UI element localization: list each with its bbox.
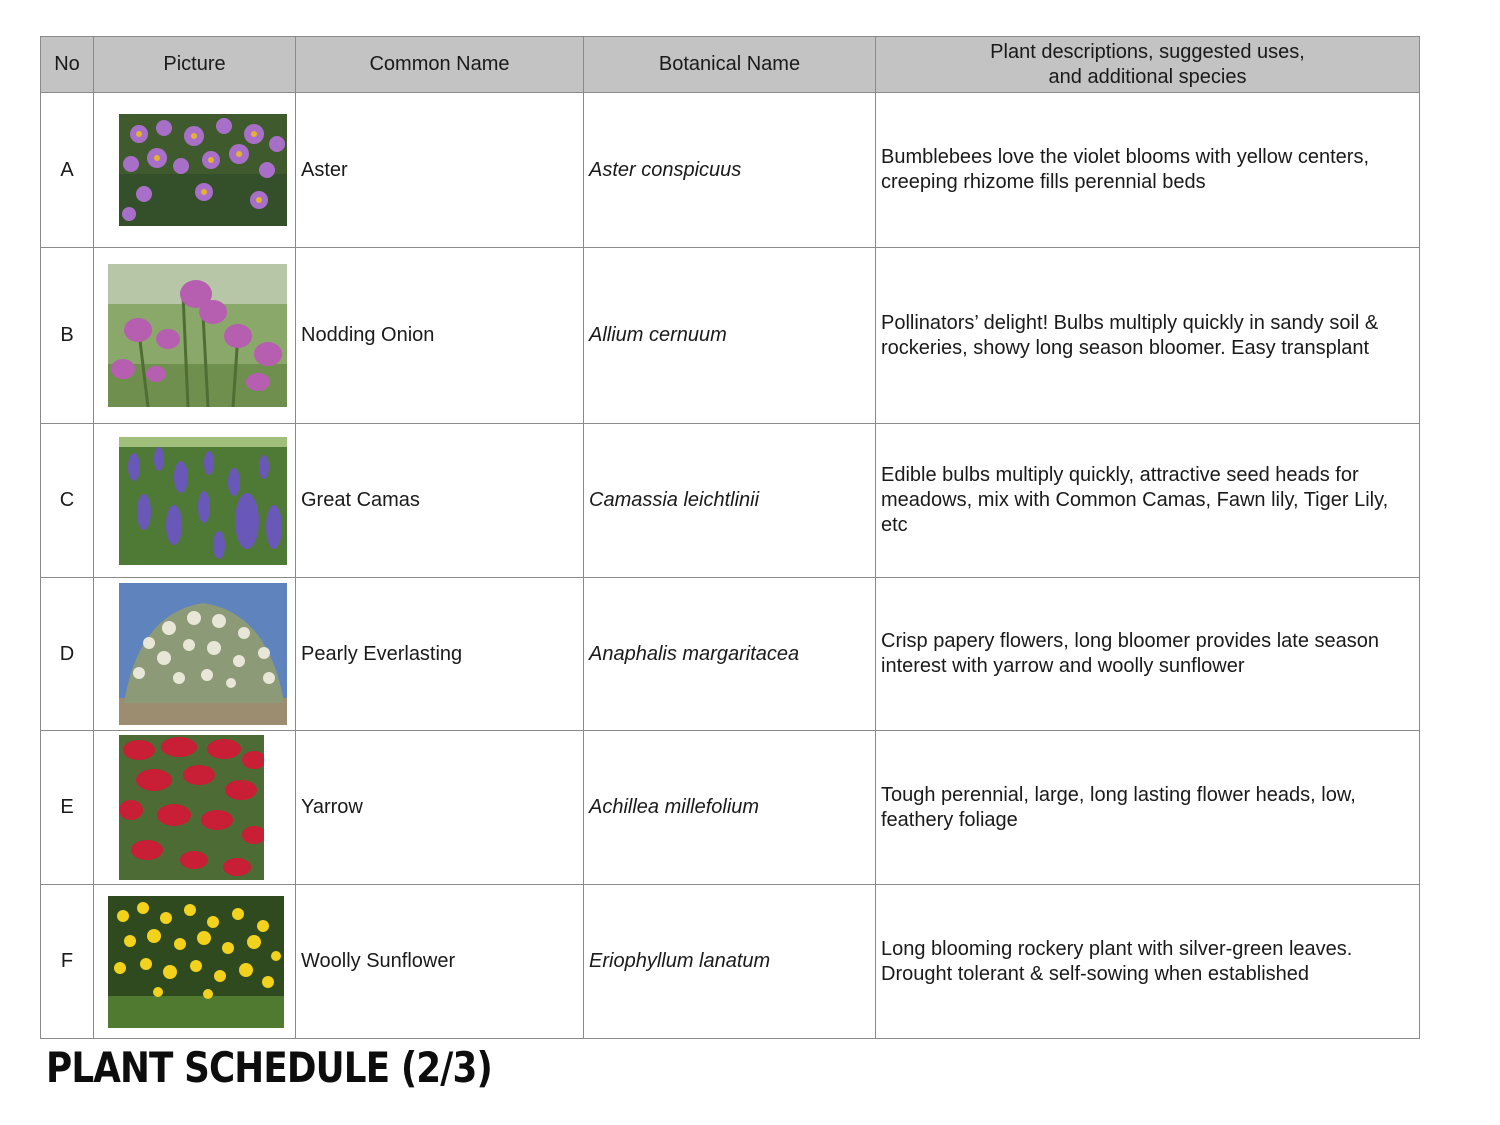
aster-photo: [119, 114, 287, 226]
table-row: [41, 731, 1420, 885]
table-header-row: [41, 37, 1420, 93]
botanical-name: Allium cernuum: [584, 248, 876, 424]
picture-cell: [94, 93, 296, 248]
row-no: E: [41, 731, 94, 885]
botanical-name: Eriophyllum lanatum: [584, 885, 876, 1039]
plant-description: Bumblebees love the violet blooms with yellow centers, creeping rhizome fills perennial beds: [876, 93, 1420, 248]
plant-schedule-table: [40, 36, 1420, 1039]
header-common-name: Common Name: [296, 37, 584, 93]
yarrow-photo: [119, 735, 264, 880]
plant-description: Pollinators’ delight! Bulbs multiply quickly in sandy soil & rockeries, showy long season bloomer. Easy transplant: [876, 248, 1420, 424]
common-name: Great Camas: [296, 424, 584, 578]
common-name: Aster: [296, 93, 584, 248]
botanical-name: Aster conspicuus: [584, 93, 876, 248]
common-name: Nodding Onion: [296, 248, 584, 424]
plant-description: Crisp papery flowers, long bloomer provides late season interest with yarrow and woolly sunflower: [876, 578, 1420, 731]
picture-cell: [94, 885, 296, 1039]
row-no: B: [41, 248, 94, 424]
picture-cell: [94, 248, 296, 424]
picture-cell: [94, 424, 296, 578]
row-no: A: [41, 93, 94, 248]
header-description: [876, 37, 1420, 93]
common-name: Pearly Everlasting: [296, 578, 584, 731]
row-no: D: [41, 578, 94, 731]
botanical-name: Camassia leichtlinii: [584, 424, 876, 578]
common-name: Woolly Sunflower: [296, 885, 584, 1039]
great-camas-photo: [119, 437, 287, 565]
row-no: C: [41, 424, 94, 578]
table-row: [41, 93, 1420, 248]
pearly-everlasting-photo: [119, 583, 287, 725]
page-title: PLANT SCHEDULE (2/3): [46, 1043, 492, 1092]
plant-description: Tough perennial, large, long lasting flower heads, low, feathery foliage: [876, 731, 1420, 885]
table-row: [41, 578, 1420, 731]
header-botanical-name: Botanical Name: [584, 37, 876, 93]
table-row: [41, 248, 1420, 424]
botanical-name: Anaphalis margaritacea: [584, 578, 876, 731]
nodding-onion-photo: [108, 264, 287, 407]
header-description-line1: Plant descriptions, suggested uses,: [990, 40, 1305, 63]
woolly-sunflower-photo: [108, 896, 284, 1028]
table-row: [41, 424, 1420, 578]
plant-description: Long blooming rockery plant with silver-green leaves. Drought tolerant & self-sowing when established: [876, 885, 1420, 1039]
row-no: F: [41, 885, 94, 1039]
botanical-name: Achillea millefolium: [584, 731, 876, 885]
plant-description: Edible bulbs multiply quickly, attractive seed heads for meadows, mix with Common Camas, Fawn lily, Tiger Lily, etc: [876, 424, 1420, 578]
header-no: No: [41, 37, 94, 93]
header-picture: Picture: [94, 37, 296, 93]
header-description-line2: and additional species: [1048, 65, 1247, 88]
common-name: Yarrow: [296, 731, 584, 885]
table-row: [41, 885, 1420, 1039]
picture-cell: [94, 578, 296, 731]
picture-cell: [94, 731, 296, 885]
